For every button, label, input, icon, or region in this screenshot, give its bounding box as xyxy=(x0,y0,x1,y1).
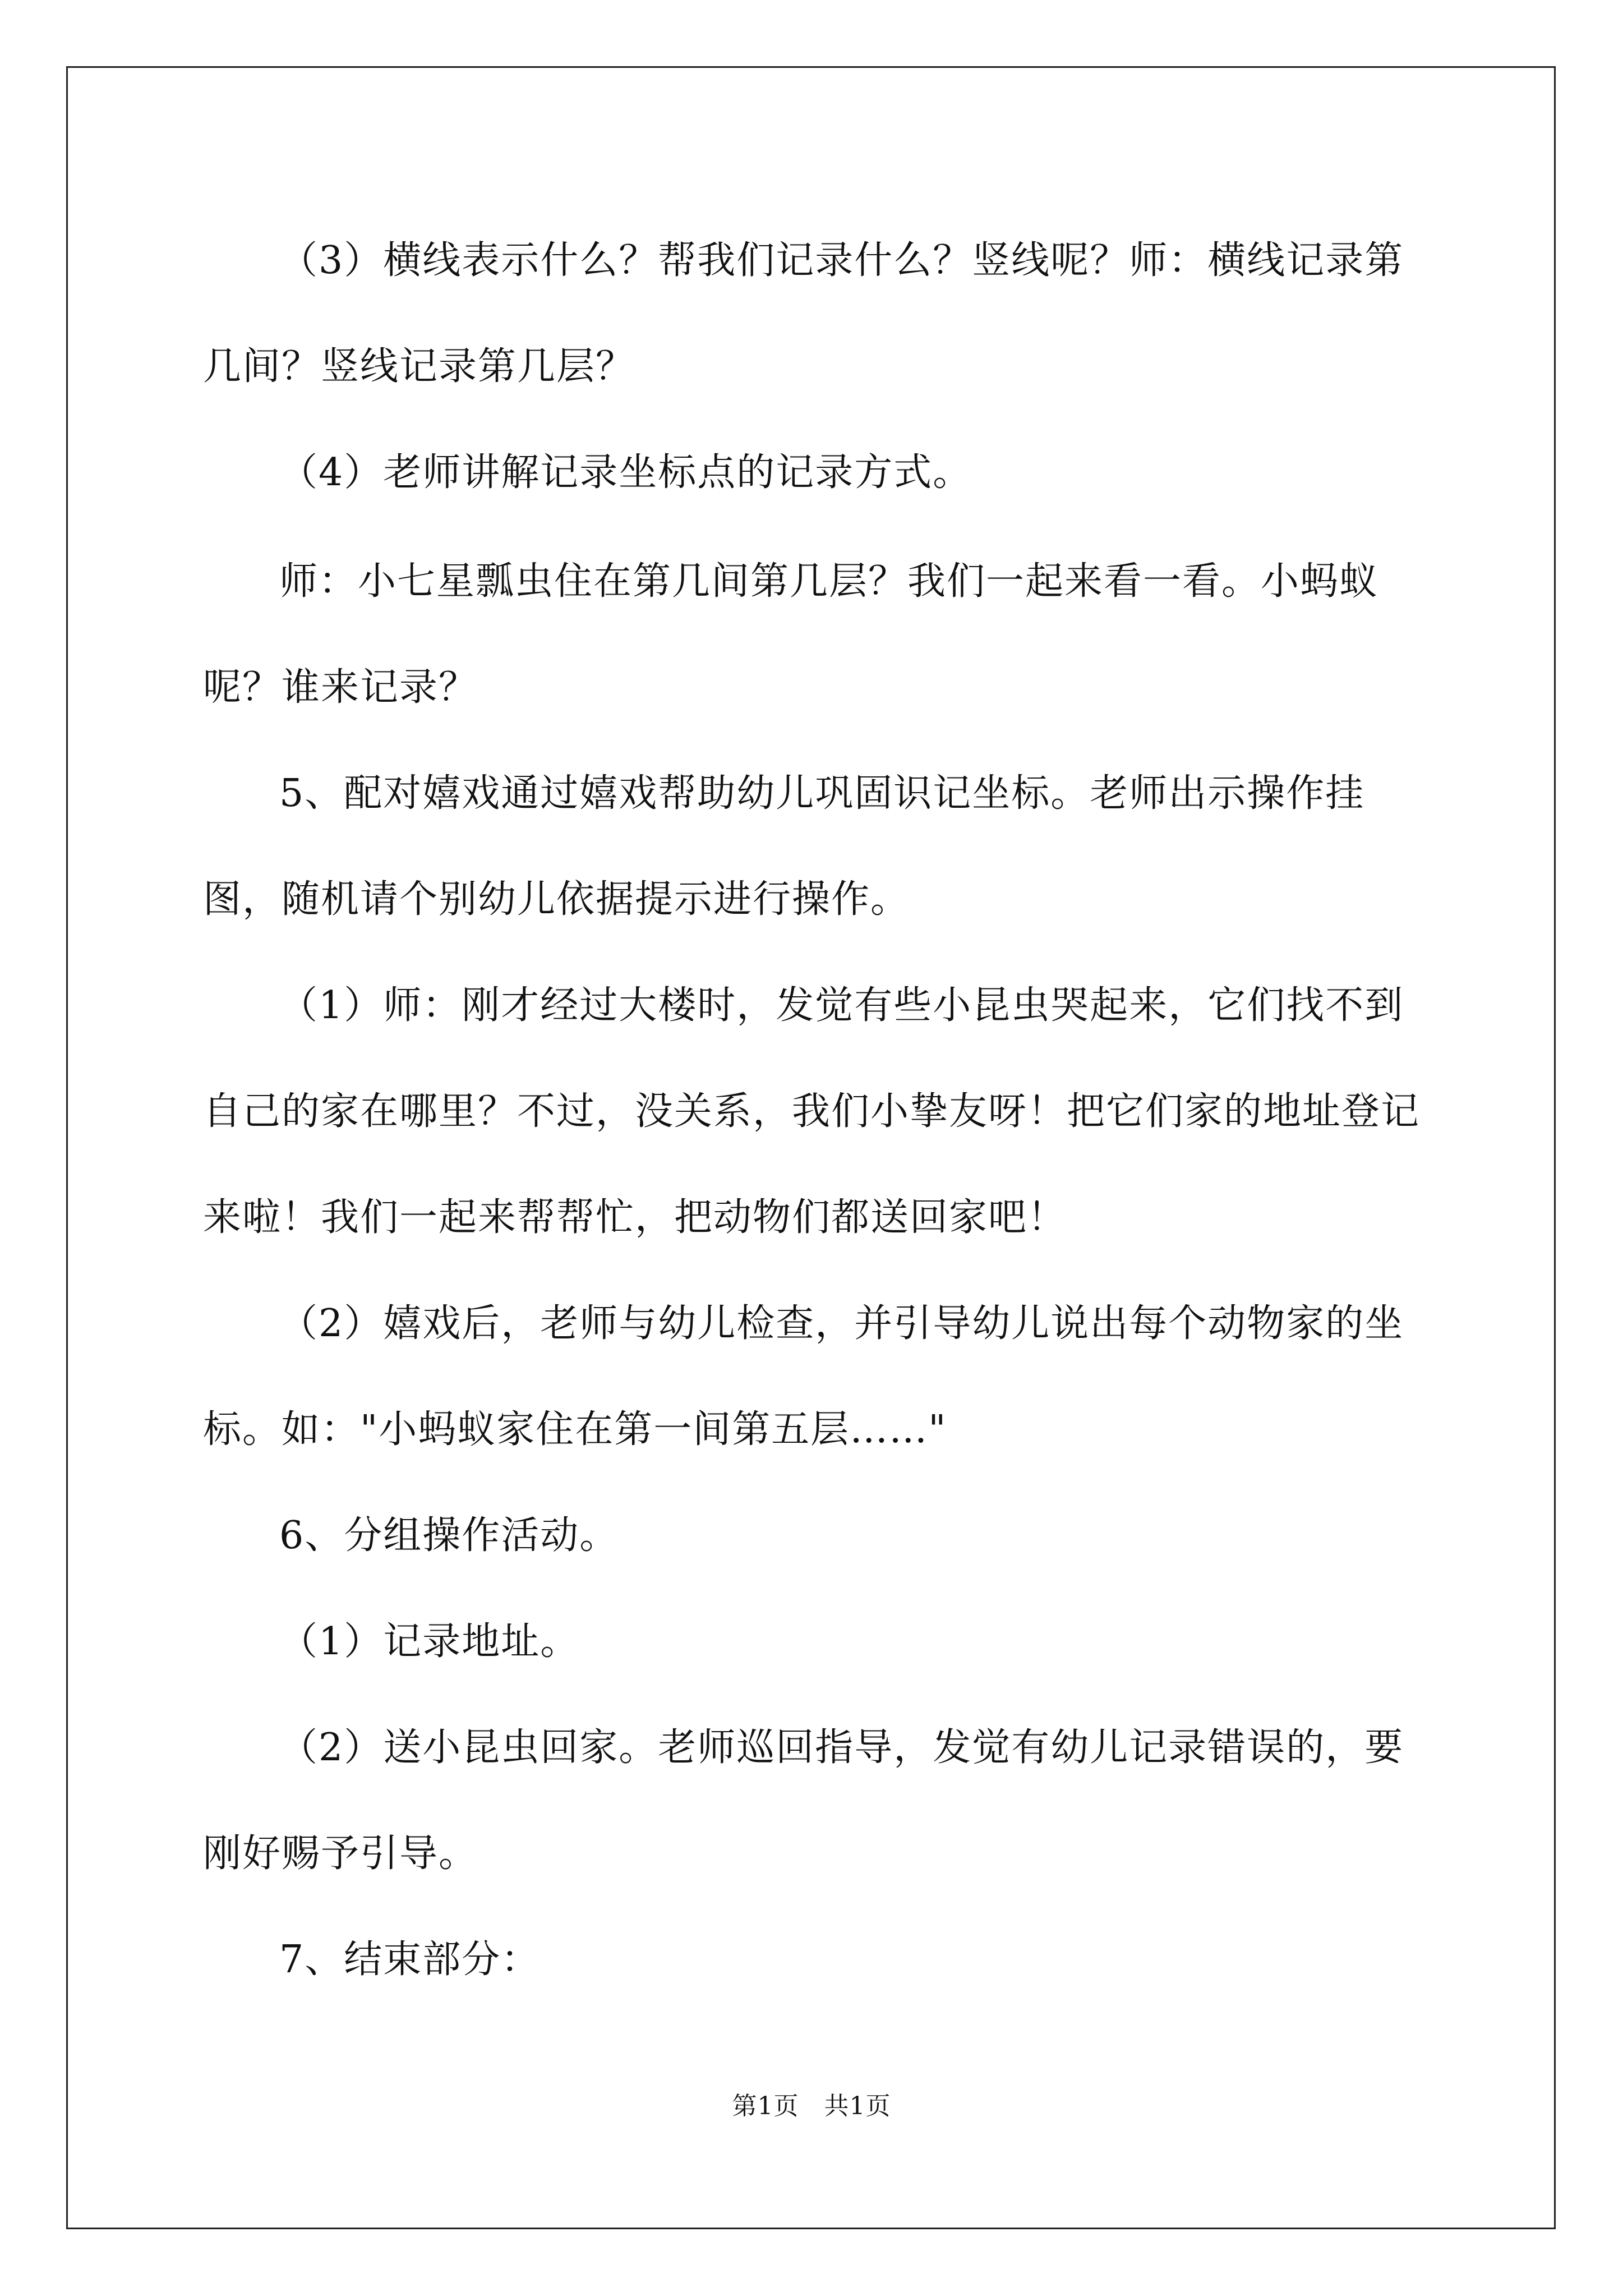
document-body xyxy=(203,208,1426,2013)
paragraph-8: （1）记录地址。 xyxy=(279,1619,580,1664)
paragraph-3: 师：小七星瓢虫住在第几间第几层？我们一起来看一看。小蚂蚁呢？谁来记录？ xyxy=(203,559,1379,710)
paragraph-6: （2）嬉戏后，老师与幼儿检查，并引导幼儿说出每个动物家的坐标。如："小蚂蚁家住在第一间第五层……" xyxy=(203,1301,1404,1452)
paragraph-1: （3）横线表示什么？帮我们记录什么？竖线呢？师：横线记录第几间？竖线记录第几层？ xyxy=(203,238,1404,389)
paragraph-9: （2）送小昆虫回家。老师巡回指导，发觉有幼儿记录错误的，要刚好赐予引导。 xyxy=(203,1726,1404,1876)
page-number-footer: 第1页 共1页 xyxy=(732,2092,891,2120)
paragraph-5: （1）师：刚才经过大楼时，发觉有些小昆虫哭起来，它们找不到自己的家在哪里？不过，没关系，我们小挚友呀！把它们家的地址登记来啦！我们一起来帮帮忙，把动物们都送回家吧！ xyxy=(203,983,1421,1240)
paragraph-2: （4）老师讲解记录坐标点的记录方式。 xyxy=(279,450,972,495)
paragraph-7: 6、分组操作活动。 xyxy=(279,1513,619,1558)
paragraph-4: 5、配对嬉戏通过嬉戏帮助幼儿巩固识记坐标。老师出示操作挂图，随机请个别幼儿依据提示进行操作。 xyxy=(203,771,1365,922)
paragraph-10: 7、结束部分： xyxy=(279,1938,541,1982)
